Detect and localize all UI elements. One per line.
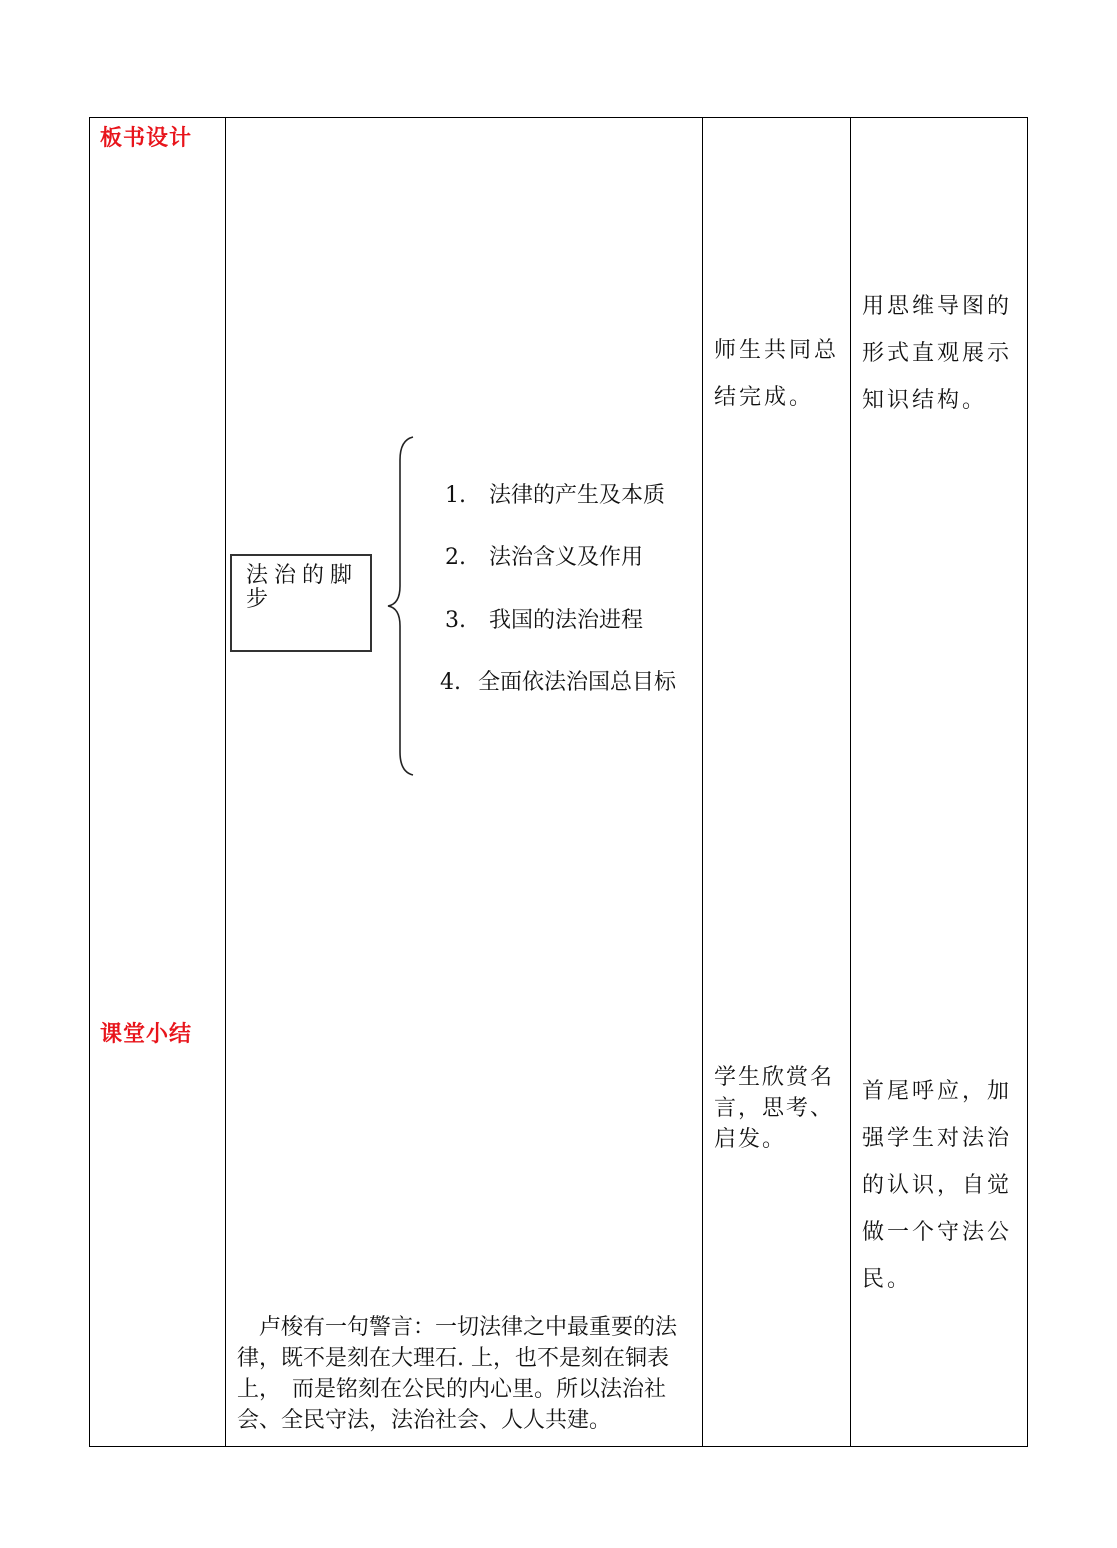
table-right-border xyxy=(1027,117,1028,1447)
branch-number: 1. xyxy=(445,483,466,508)
design-intent: 用思维导图的形式直观展示知识结构。 xyxy=(862,294,1013,413)
column-divider-2 xyxy=(702,117,703,1447)
branch-text: 法治含义及作用 xyxy=(489,545,644,570)
section-label-board-design: 板书设计 xyxy=(100,126,193,151)
table-bottom-border xyxy=(89,1446,1028,1447)
mind-map-topic: 法治的脚步 xyxy=(246,563,359,612)
mind-map-branch xyxy=(440,665,676,696)
summary-intent: 首尾呼应，加强学生对法治的认识，自觉做一个守法公民。 xyxy=(862,1079,1013,1292)
branch-text: 我国的法治进程 xyxy=(489,608,644,633)
branch-text: 法律的产生及本质 xyxy=(489,483,666,508)
branch-number: 3. xyxy=(445,608,466,633)
mind-map-branch xyxy=(445,540,643,571)
section-label-class-summary: 课堂小结 xyxy=(100,1022,193,1047)
table-top-border xyxy=(89,117,1028,118)
column-divider-3 xyxy=(850,117,851,1447)
table-left-border xyxy=(89,117,90,1447)
column-divider-1 xyxy=(225,117,226,1447)
teacher-student-activity: 师生共同总结完成。 xyxy=(714,338,840,410)
branch-number: 4. xyxy=(440,670,461,695)
summary-quote: 卢梭有一句警言：一切法律之中最重要的法律，既不是刻在大理石. 上，也不是刻在铜表上， 而是铭刻在公民的内心里。所以法治社会、全民守法，法治社会、人人共建。 xyxy=(237,1315,678,1433)
mind-map-branch xyxy=(445,603,643,634)
student-activity: 学生欣赏名言，思考、启发。 xyxy=(714,1065,835,1152)
branch-text: 全面依法治国总目标 xyxy=(478,670,677,695)
branch-number: 2. xyxy=(445,545,466,570)
mind-map-brace xyxy=(386,436,416,778)
mind-map-topic-box xyxy=(230,554,372,652)
mind-map-branch xyxy=(445,478,665,509)
